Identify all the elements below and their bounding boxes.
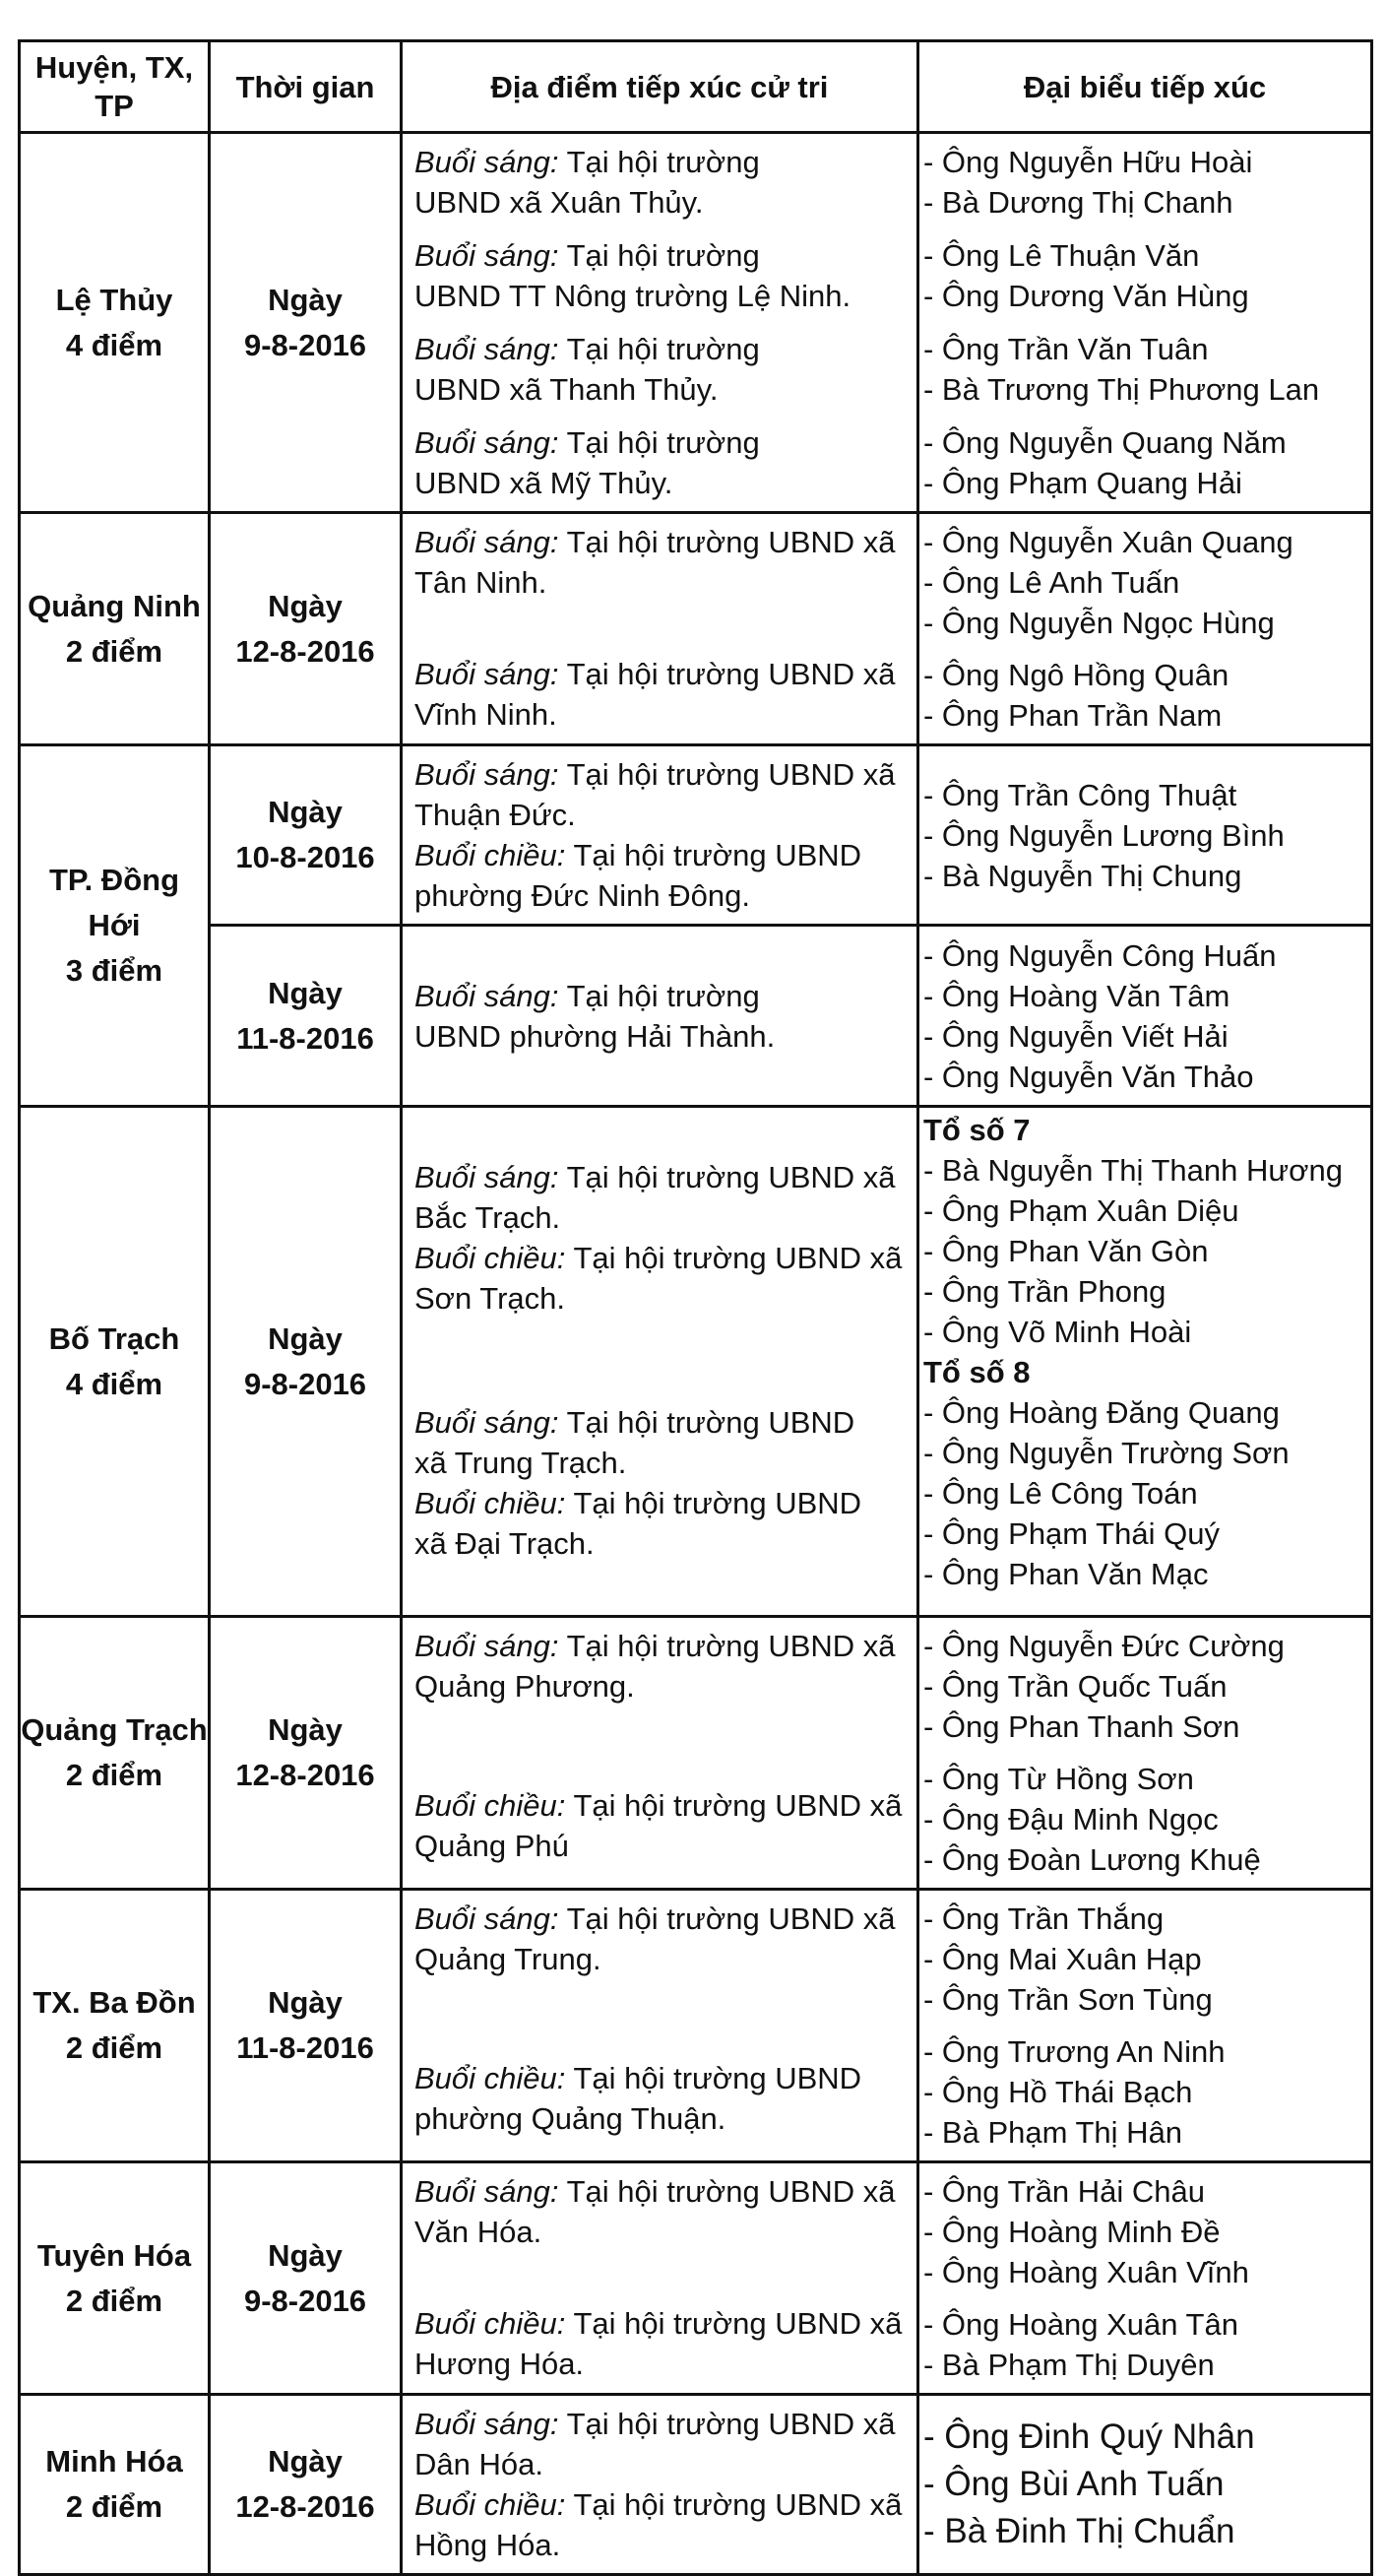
location-line: Hồng Hóa. xyxy=(414,2528,561,2562)
location-cell xyxy=(402,745,918,926)
date-cell xyxy=(210,926,402,1107)
delegate-group xyxy=(923,329,1366,410)
date-cell xyxy=(210,745,402,926)
district-cell xyxy=(20,2395,210,2575)
location-entry xyxy=(414,422,911,503)
delegates-cell xyxy=(918,2395,1372,2575)
district-cell xyxy=(20,2162,210,2395)
table-row xyxy=(20,2395,1372,2575)
location-line: Tại hội trường UBND xã xyxy=(566,2407,896,2441)
date-cell xyxy=(210,133,402,513)
district-points: 2 điểm xyxy=(65,1758,163,1792)
table-row xyxy=(20,1617,1372,1890)
district-points: 2 điểm xyxy=(65,633,163,669)
delegate-group xyxy=(923,522,1366,643)
session-label: Buổi sáng: xyxy=(414,238,559,273)
district-cell xyxy=(20,1890,210,2162)
district-name: TP. Đồng Hới xyxy=(48,863,180,942)
location-cell xyxy=(402,1107,918,1617)
location-line: Thuận Đức. xyxy=(414,798,576,832)
location-cell xyxy=(402,513,918,745)
district-cell xyxy=(20,1617,210,1890)
district-name: Bố Trạch xyxy=(48,1320,180,1356)
location-entry xyxy=(414,835,911,916)
session-label: Buổi sáng: xyxy=(414,1405,559,1440)
location-line: Quảng Phương. xyxy=(414,1669,635,1704)
table-row xyxy=(20,2162,1372,2395)
date-cell xyxy=(210,513,402,745)
location-cell xyxy=(402,2395,918,2575)
day-label: Ngày xyxy=(268,588,343,623)
delegate-item: - Bà Nguyễn Thị Chung xyxy=(923,858,1242,893)
delegate-group xyxy=(923,1626,1366,1747)
meeting-date: 11-8-2016 xyxy=(236,2030,374,2065)
delegate-item: - Ông Nguyễn Ngọc Hùng xyxy=(923,606,1275,640)
location-line: Tại hội trường UBND xã xyxy=(573,1241,903,1275)
location-line: Sơn Trạch. xyxy=(414,1281,566,1316)
session-label: Buổi sáng: xyxy=(414,145,559,179)
delegate-group xyxy=(923,2031,1366,2153)
district-name: Quảng Trạch xyxy=(21,1712,208,1747)
location-entry xyxy=(414,654,911,735)
meeting-date: 9-8-2016 xyxy=(243,1366,367,1401)
district-points: 4 điểm xyxy=(65,327,163,362)
table-header-row xyxy=(20,41,1372,133)
location-line: UBND xã Xuân Thủy. xyxy=(414,185,704,220)
session-label: Buổi sáng: xyxy=(414,1629,559,1663)
date-cell xyxy=(210,1890,402,2162)
delegates-cell xyxy=(918,133,1372,513)
session-label: Buổi sáng: xyxy=(414,2174,559,2209)
delegate-item: - Ông Phạm Quang Hải xyxy=(923,466,1242,500)
delegate-item: - Ông Phan Thanh Sơn xyxy=(923,1709,1240,1744)
location-line: Dân Hóa. xyxy=(414,2447,543,2481)
location-line: Tân Ninh. xyxy=(414,565,547,600)
district-name: Lệ Thủy xyxy=(55,282,173,317)
delegate-group xyxy=(923,422,1366,503)
day-label: Ngày xyxy=(268,1712,343,1747)
delegate-item: - Bà Đinh Thị Chuẩn xyxy=(923,2512,1235,2550)
delegates-cell xyxy=(918,745,1372,926)
delegate-item: - Ông Trương An Ninh xyxy=(923,2034,1226,2069)
location-entry xyxy=(414,522,911,603)
delegate-item: - Ông Bùi Anh Tuấn xyxy=(923,2465,1225,2503)
date-cell xyxy=(210,1107,402,1617)
meeting-date: 9-8-2016 xyxy=(243,2283,367,2318)
delegate-item: - Ông Hoàng Xuân Vĩnh xyxy=(923,2255,1249,2289)
meeting-date: 11-8-2016 xyxy=(236,1020,374,1056)
date-cell xyxy=(210,2395,402,2575)
header-delegates: Đại biểu tiếp xúc xyxy=(918,41,1372,133)
delegate-group xyxy=(923,1759,1366,1880)
location-line: xã Trung Trạch. xyxy=(414,1446,627,1480)
location-line: Tại hội trường UBND xã xyxy=(566,2174,896,2209)
district-name: Tuyên Hóa xyxy=(36,2237,192,2273)
table-row xyxy=(20,1107,1372,1617)
location-line: Hương Hóa. xyxy=(414,2347,585,2381)
location-line: Quảng Phú xyxy=(414,1829,569,1863)
session-label: Buổi chiều: xyxy=(414,1486,566,1520)
meeting-date: 9-8-2016 xyxy=(243,327,367,362)
location-cell xyxy=(402,2162,918,2395)
header-district: Huyện, TX, TP xyxy=(20,41,210,133)
delegate-item: - Ông Trần Hải Châu xyxy=(923,2174,1206,2209)
delegate-item: - Ông Phạm Thái Quý xyxy=(923,1516,1220,1551)
location-entry xyxy=(414,2303,911,2384)
location-entry xyxy=(414,1785,911,1866)
location-line: Tại hội trường UBND xã xyxy=(566,757,896,792)
delegate-item: - Ông Đậu Minh Ngọc xyxy=(923,1802,1219,1836)
delegate-item: - Ông Trần Quốc Tuấn xyxy=(923,1669,1228,1704)
location-line: Tại hội trường xyxy=(566,425,760,460)
location-entry xyxy=(414,142,911,223)
delegate-item: - Ông Trần Thắng xyxy=(923,1901,1165,1936)
location-line: Tại hội trường UBND xã xyxy=(566,1629,896,1663)
table-row xyxy=(20,926,1372,1107)
location-line: Vĩnh Ninh. xyxy=(414,697,557,732)
location-line: Tại hội trường UBND xã xyxy=(573,2487,903,2522)
meeting-date: 12-8-2016 xyxy=(235,1758,375,1792)
day-label: Ngày xyxy=(268,2237,343,2273)
location-line: Tại hội trường UBND xã xyxy=(566,1901,896,1936)
district-cell xyxy=(20,133,210,513)
delegate-item: - Ông Nguyễn Lương Bình xyxy=(923,817,1285,853)
location-entry xyxy=(414,329,911,410)
delegate-item: - Ông Nguyễn Hữu Hoài xyxy=(923,145,1253,179)
delegate-group xyxy=(923,1899,1366,2020)
session-label: Buổi chiều: xyxy=(414,2061,566,2095)
district-points: 3 điểm xyxy=(65,953,163,988)
session-label: Buổi sáng: xyxy=(414,425,559,460)
delegate-item: - Ông Trần Văn Tuân xyxy=(923,332,1209,366)
delegate-item: - Ông Phan Văn Gòn xyxy=(923,1234,1209,1268)
table-row xyxy=(20,133,1372,513)
location-entry xyxy=(414,1402,911,1483)
delegate-item: - Ông Phan Văn Mạc xyxy=(923,1557,1209,1591)
delegate-item: - Ông Ngô Hồng Quân xyxy=(923,658,1229,692)
location-line: phường Quảng Thuận. xyxy=(414,2101,726,2136)
delegate-item: - Bà Nguyễn Thị Thanh Hương xyxy=(923,1153,1343,1188)
location-line: Quảng Trung. xyxy=(414,1942,601,1976)
day-label: Ngày xyxy=(268,1985,343,2020)
session-label: Buổi sáng: xyxy=(414,978,559,1013)
delegate-group xyxy=(923,235,1366,316)
delegate-item: - Ông Hoàng Đăng Quang xyxy=(923,1395,1280,1430)
delegates-cell xyxy=(918,2162,1372,2395)
delegate-item: - Ông Hoàng Minh Đề xyxy=(923,2215,1221,2249)
table-row xyxy=(20,745,1372,926)
location-entry xyxy=(414,2171,911,2252)
date-cell xyxy=(210,2162,402,2395)
delegate-group xyxy=(923,655,1366,736)
date-cell xyxy=(210,1617,402,1890)
delegates-cell xyxy=(918,1890,1372,2162)
location-line: Bắc Trạch. xyxy=(414,1200,561,1235)
location-line: Tại hội trường UBND xã xyxy=(573,1788,903,1823)
group-name: Tổ số 7 xyxy=(923,1113,1031,1147)
location-line: phường Đức Ninh Đông. xyxy=(414,878,750,913)
district-cell xyxy=(20,513,210,745)
district-name: TX. Ba Đồn xyxy=(32,1985,196,2020)
session-label: Buổi chiều: xyxy=(414,838,566,872)
delegate-item: - Ông Nguyễn Đức Cường xyxy=(923,1629,1285,1663)
location-entry xyxy=(414,2404,911,2484)
delegate-item: - Ông Phan Trần Nam xyxy=(923,698,1223,733)
delegate-item: - Ông Hồ Thái Bạch xyxy=(923,2075,1193,2109)
delegate-item: - Ông Nguyễn Công Huấn xyxy=(923,937,1277,973)
location-line: UBND phường Hải Thành. xyxy=(414,1018,776,1054)
voter-meeting-schedule-table xyxy=(18,39,1373,2576)
location-entry xyxy=(414,1157,911,1238)
location-line: UBND xã Mỹ Thủy. xyxy=(414,466,673,500)
delegate-group xyxy=(923,142,1366,223)
session-label: Buổi sáng: xyxy=(414,757,559,792)
location-entry xyxy=(414,754,911,835)
location-line: Tại hội trường UBND xyxy=(573,838,862,872)
delegate-item: - Ông Lê Anh Tuấn xyxy=(923,565,1180,600)
delegate-group xyxy=(923,775,1366,896)
day-label: Ngày xyxy=(268,1320,343,1356)
location-entry xyxy=(414,976,911,1057)
delegate-group xyxy=(923,1110,1366,1352)
session-label: Buổi sáng: xyxy=(414,2407,559,2441)
district-name: Minh Hóa xyxy=(45,2444,183,2479)
location-entry xyxy=(414,2058,911,2139)
delegate-item: - Ông Nguyễn Văn Thảo xyxy=(923,1059,1254,1094)
delegate-item: - Ông Nguyễn Viết Hải xyxy=(923,1018,1229,1054)
location-line: Tại hội trường xyxy=(566,145,760,179)
delegate-item: - Ông Đoàn Lương Khuệ xyxy=(923,1842,1261,1877)
header-location: Địa điểm tiếp xúc cử tri xyxy=(402,41,918,133)
delegates-cell xyxy=(918,513,1372,745)
session-label: Buổi sáng: xyxy=(414,1160,559,1194)
delegate-item: - Ông Lê Thuận Văn xyxy=(923,238,1200,273)
location-line: Tại hội trường UBND xã xyxy=(566,657,896,691)
delegate-item: - Ông Đinh Quý Nhân xyxy=(923,2417,1255,2456)
table-row xyxy=(20,513,1372,745)
session-label: Buổi sáng: xyxy=(414,657,559,691)
location-line: Tại hội trường UBND xã xyxy=(566,525,896,559)
delegate-item: - Ông Hoàng Văn Tâm xyxy=(923,978,1230,1013)
delegate-item: - Ông Hoàng Xuân Tân xyxy=(923,2307,1238,2342)
location-line: Tại hội trường xyxy=(566,332,760,366)
location-line: Tại hội trường xyxy=(566,978,760,1013)
day-label: Ngày xyxy=(268,282,343,317)
delegate-item: - Ông Dương Văn Hùng xyxy=(923,279,1249,313)
delegate-item: - Bà Dương Thị Chanh xyxy=(923,185,1233,220)
group-name: Tổ số 8 xyxy=(923,1355,1031,1389)
location-line: Văn Hóa. xyxy=(414,2215,542,2249)
meeting-date: 10-8-2016 xyxy=(235,840,375,874)
district-points: 4 điểm xyxy=(65,1366,163,1401)
location-cell xyxy=(402,1890,918,2162)
location-entry xyxy=(414,1483,911,1564)
delegate-item: - Ông Nguyễn Trường Sơn xyxy=(923,1436,1290,1470)
delegate-item: - Ông Từ Hồng Sơn xyxy=(923,1762,1194,1796)
delegate-group xyxy=(923,2171,1366,2292)
session-label: Buổi chiều: xyxy=(414,1788,566,1823)
delegate-item: - Ông Trần Phong xyxy=(923,1274,1166,1309)
delegate-group xyxy=(923,2414,1366,2555)
session-label: Buổi sáng: xyxy=(414,525,559,559)
district-cell xyxy=(20,745,210,1107)
location-entry xyxy=(414,1238,911,1319)
delegate-group xyxy=(923,1352,1366,1594)
location-line: UBND TT Nông trường Lệ Ninh. xyxy=(414,279,851,313)
delegate-item: - Ông Trần Công Thuật xyxy=(923,777,1237,812)
location-line: Tại hội trường UBND xã xyxy=(566,1160,896,1194)
delegate-item: - Ông Nguyễn Xuân Quang xyxy=(923,525,1293,559)
header-time: Thời gian xyxy=(210,41,402,133)
location-entry xyxy=(414,235,911,316)
meeting-date: 12-8-2016 xyxy=(235,2489,375,2524)
delegate-item: - Bà Trương Thị Phương Lan xyxy=(923,372,1320,407)
district-cell xyxy=(20,1107,210,1617)
day-label: Ngày xyxy=(268,975,343,1010)
delegate-item: - Bà Phạm Thị Hân xyxy=(923,2115,1183,2150)
session-label: Buổi sáng: xyxy=(414,1901,559,1936)
location-line: xã Đại Trạch. xyxy=(414,1526,595,1561)
location-line: Tại hội trường UBND xyxy=(573,1486,862,1520)
delegate-item: - Bà Phạm Thị Duyên xyxy=(923,2348,1215,2382)
delegate-group xyxy=(923,2304,1366,2385)
session-label: Buổi chiều: xyxy=(414,2487,566,2522)
session-label: Buổi sáng: xyxy=(414,332,559,366)
location-entry xyxy=(414,2484,911,2565)
location-cell xyxy=(402,926,918,1107)
delegate-item: - Ông Mai Xuân Hạp xyxy=(923,1942,1202,1976)
location-line: Tại hội trường UBND xyxy=(566,1405,855,1440)
session-label: Buổi chiều: xyxy=(414,1241,566,1275)
location-cell xyxy=(402,133,918,513)
meeting-date: 12-8-2016 xyxy=(235,633,375,669)
table-row xyxy=(20,1890,1372,2162)
session-label: Buổi chiều: xyxy=(414,2306,566,2341)
delegate-item: - Ông Trần Sơn Tùng xyxy=(923,1982,1213,2017)
delegate-group xyxy=(923,935,1366,1097)
delegate-item: - Ông Võ Minh Hoài xyxy=(923,1315,1192,1349)
district-points: 2 điểm xyxy=(65,2030,163,2065)
location-entry xyxy=(414,1626,911,1707)
location-line: UBND xã Thanh Thủy. xyxy=(414,372,719,407)
delegate-item: - Ông Nguyễn Quang Năm xyxy=(923,425,1287,460)
delegates-cell xyxy=(918,926,1372,1107)
delegate-item: - Ông Lê Công Toán xyxy=(923,1476,1198,1511)
location-line: Tại hội trường UBND xyxy=(573,2061,862,2095)
day-label: Ngày xyxy=(268,795,343,829)
district-points: 2 điểm xyxy=(65,2489,163,2524)
location-cell xyxy=(402,1617,918,1890)
delegates-cell xyxy=(918,1617,1372,1890)
delegate-item: - Ông Phạm Xuân Diệu xyxy=(923,1193,1239,1228)
district-points: 2 điểm xyxy=(65,2283,163,2318)
delegates-cell xyxy=(918,1107,1372,1617)
location-line: Tại hội trường xyxy=(566,238,760,273)
location-entry xyxy=(414,1899,911,1979)
location-line: Tại hội trường UBND xã xyxy=(573,2306,903,2341)
day-label: Ngày xyxy=(268,2444,343,2479)
district-name: Quảng Ninh xyxy=(28,588,201,623)
